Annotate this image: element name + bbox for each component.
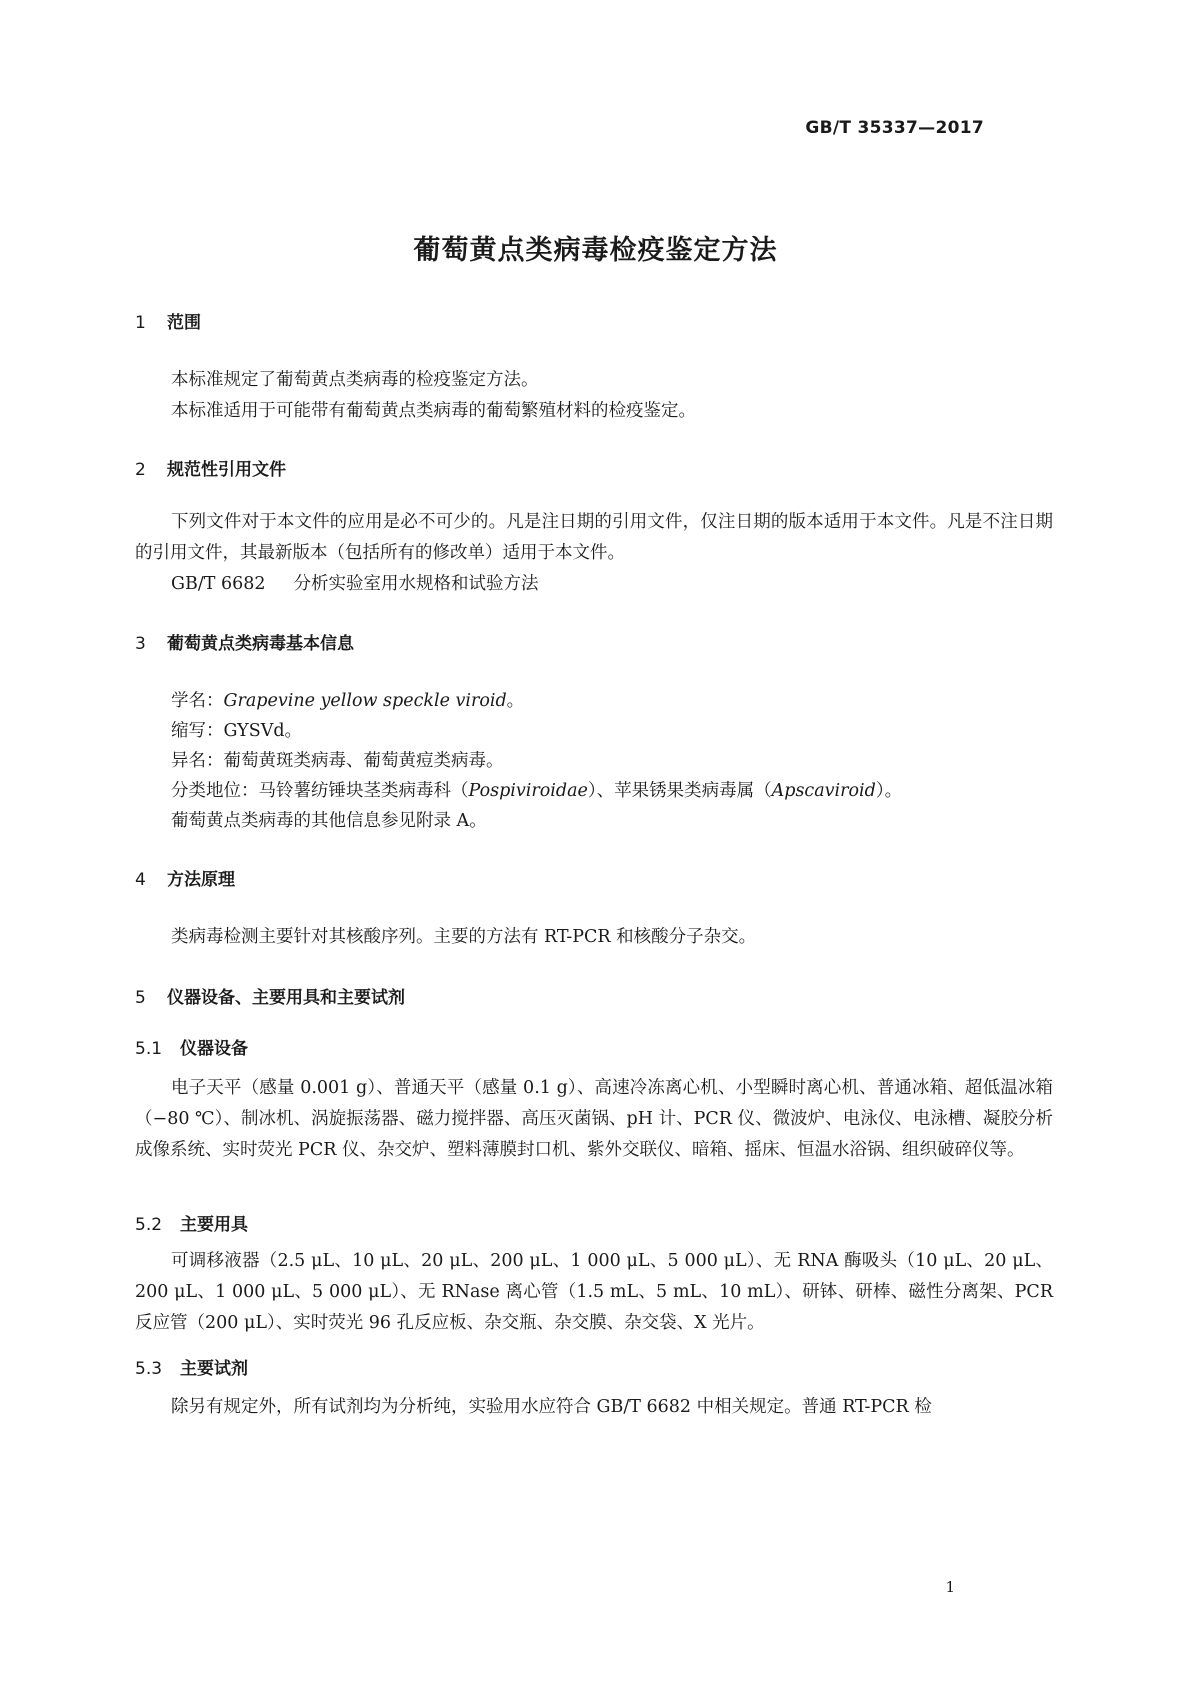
section-title: 仪器设备 [180, 1039, 248, 1059]
heading-tools [135, 1210, 248, 1235]
other-info-line: 葡萄黄点类病毒的其他信息参见附录 A。 [171, 811, 487, 831]
scope-line-2: 本标准适用于可能带有葡萄黄点类病毒的葡萄繁殖材料的检疫鉴定。 [171, 401, 696, 421]
section-number: 5.2 [135, 1215, 163, 1235]
heading-instruments [135, 1034, 248, 1059]
references-paragraph: 下列文件对于本文件的应用是必不可少的。凡是注日期的引用文件，仅注日期的版本适用于本文件。凡是不注日期的引用文件，其最新版本（包括所有的修改单）适用于本文件。 [135, 512, 1053, 563]
alias-line: 异名：葡萄黄斑类病毒、葡萄黄痘类病毒。 [171, 751, 504, 771]
section-title: 规范性引用文件 [167, 460, 286, 480]
label: 学名： [171, 691, 224, 711]
scientific-name: Grapevine yellow speckle viroid [223, 691, 507, 711]
section-title: 葡萄黄点类病毒基本信息 [167, 634, 354, 654]
reference-code: GB/T 6682 [171, 574, 266, 594]
section-number: 3 [135, 634, 146, 654]
reagents-paragraph: 除另有规定外，所有试剂均为分析纯，实验用水应符合 GB/T 6682 中相关规定。普通 RT-PCR 检 [171, 1397, 932, 1417]
principle-paragraph: 类病毒检测主要针对其核酸序列。主要的方法有 RT-PCR 和核酸分子杂交。 [171, 927, 757, 947]
page-number: 1 [945, 1578, 955, 1596]
family-name: Pospiviroidae [468, 781, 588, 801]
abbreviation-line: 缩写：GYSVd。 [171, 721, 303, 741]
section-number: 5.1 [135, 1039, 163, 1059]
section-number: 5.3 [135, 1359, 163, 1379]
instruments-paragraph: 电子天平（感量 0.001 g）、普通天平（感量 0.1 g）、高速冷冻离心机、小型瞬时离心机、普通冰箱、超低温冰箱（−80 ℃）、制冰机、涡旋振荡器、磁力搅拌器、高压灭菌锅、pH 计、PCR 仪、微波炉、电泳仪、电泳槽、凝胶分析成像系统、实时荧光 PCR 仪、杂交炉、塑料薄膜封口机、紫外交联仪、暗箱、摇床、恒温水浴锅、组织破碎仪等。 [135, 1078, 1053, 1160]
genus-name: Apscaviroid [771, 781, 876, 801]
section-title: 方法原理 [167, 870, 235, 890]
reference-entry [171, 570, 539, 595]
heading-normative-references [135, 455, 286, 480]
section-title: 主要用具 [180, 1215, 248, 1235]
section-number: 2 [135, 460, 146, 480]
section-title: 仪器设备、主要用具和主要试剂 [167, 988, 405, 1008]
document-title: 葡萄黄点类病毒检疫鉴定方法 [413, 235, 778, 266]
section-title: 主要试剂 [180, 1359, 248, 1379]
standard-code: GB/T 35337—2017 [805, 118, 984, 138]
section-number: 5 [135, 988, 146, 1008]
section-number: 1 [135, 313, 146, 333]
reference-title: 分析实验室用水规格和试验方法 [293, 574, 539, 594]
heading-equipment-reagents [135, 983, 405, 1008]
section-title: 范围 [167, 313, 201, 333]
taxonomy-line [171, 777, 902, 802]
heading-basic-info [135, 629, 354, 654]
heading-scope [135, 308, 201, 333]
tools-paragraph: 可调移液器（2.5 μL、10 μL、20 μL、200 μL、1 000 μL、5 000 μL）、无 RNA 酶吸头（10 μL、20 μL、200 μL、1 000 μL、5 000 μL）、无 RNase 离心管（1.5 mL、5 mL、10 mL）、研钵、研棒、磁性分离架、PCR 反应管（200 μL）、实时荧光 96 孔反应板、杂交瓶、杂交膜、杂交袋、X 光片。 [135, 1251, 1053, 1333]
heading-principle [135, 865, 235, 890]
scientific-name-line [171, 687, 524, 712]
text: ）。 [875, 781, 903, 801]
section-number: 4 [135, 870, 146, 890]
text: 分类地位：马铃薯纺锤块茎类病毒科（ [171, 781, 469, 801]
text: ）、苹果锈果类病毒属（ [587, 781, 772, 801]
punct: 。 [506, 691, 525, 711]
heading-reagents [135, 1354, 248, 1379]
scope-line-1: 本标准规定了葡萄黄点类病毒的检疫鉴定方法。 [171, 370, 539, 390]
